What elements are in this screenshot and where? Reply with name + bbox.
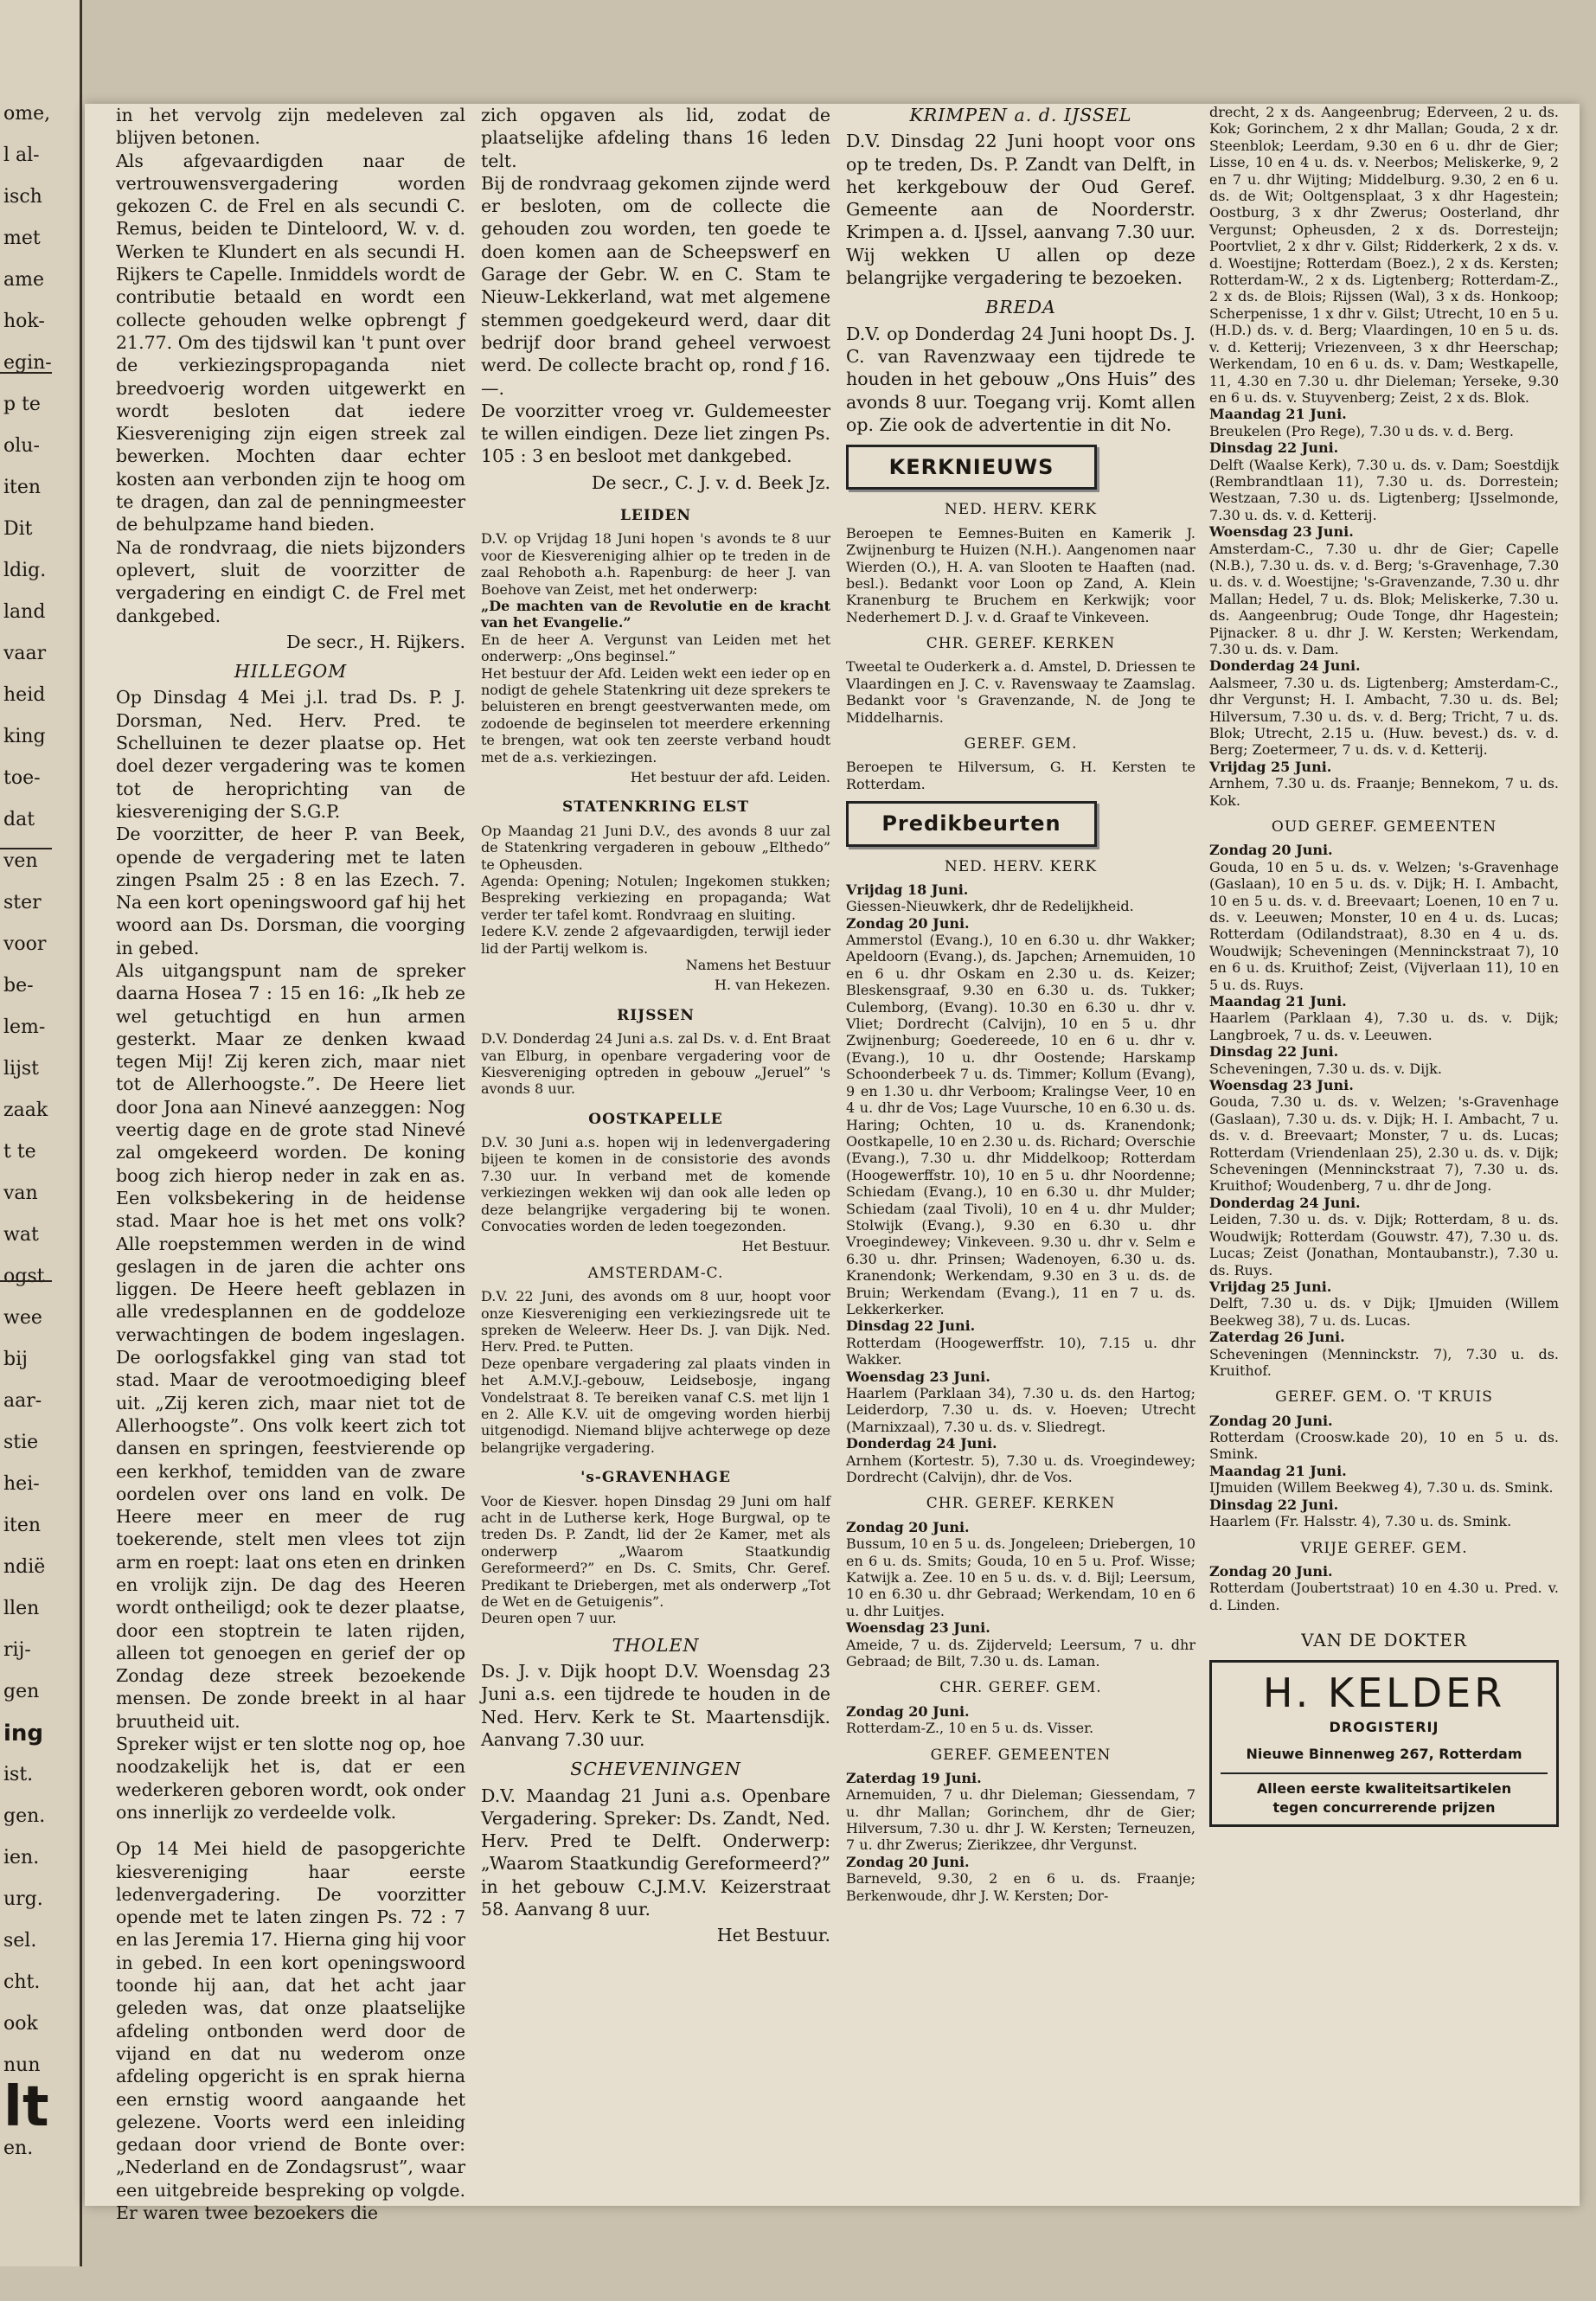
signature: H. van Hekezen. [715,977,830,994]
listing: Delft, 7.30 u. ds. v Dijk; IJmuiden (Willem Beekweg 38), 7 u. ds. Lucas. [1209,1295,1559,1329]
paragraph: zich opgaven als lid, zodat de plaatselijke afdeling thans 16 leden telt. [481,105,830,171]
section-heading: VRIJE GEREF. GEM. [1300,1539,1468,1557]
previous-page-fragment: ome, [3,103,51,125]
day-heading: Zondag 20 Juni. [846,1853,970,1870]
day-heading: Dinsdag 22 Juni. [1209,439,1339,457]
day-heading: Woensdag 23 Juni. [846,1619,990,1637]
previous-page-fragment: lt [3,2075,49,2139]
listing: Scheveningen, 7.30 u. ds. v. Dijk. [1209,1060,1442,1077]
previous-page-fragment: ven [3,850,38,872]
previous-page-fragment: ster [3,892,42,913]
listing: Gouda, 10 en 5 u. ds. v. Welzen; 's-Gravenhage (Gaslaan), 10 en 5 u. ds. v. Dijk; H. I. Ambacht, 10 en 5 u. ds. v. d. Breevaart; Loenen, 10 en 7 u. ds. v. Leeuwen; Monster, 10 en 4 u. ds. Lucas; Rotterdam (Odilandstraat), 8.30 en 4 u. ds. Woudwijk; Scheveningen (Menninckstraat 7), 10 en 6 u. ds. Kruithof; Zeist, (Vijverlaan 11), 10 en 5 u. ds. Ruys. [1209,858,1559,993]
paragraph: Tweetal te Ouderkerk a. d. Amstel, D. Driessen te Vlaardingen en J. C. v. Ravenswaay te Zaamslag. Bedankt voor 's Gravenzande, N. de Jong te Middelharnis. [846,658,1195,726]
paragraph: Iedere K.V. zende 2 afgevaardigden, terwijl ieder lid der Partij welkom is. [481,923,830,957]
section-heading: GEREF. GEM. [964,735,1078,753]
section-heading: CHR. GEREF. KERKEN [926,635,1116,653]
paragraph: Bij de rondvraag gekomen zijnde werd er besloten, om de collecte die gehouden zou worden, ten goede te doen komen aan de Scheepswerf en Garage der Gebr. W. en C. Stam te Nieuw-Lekkerland, wat met algemene stemmen goedgekeurd werd, daar dit bedrijf door brand geheel verwoest werd. De collecte bracht op, rond ƒ 16.—. [481,172,830,399]
listing: Rotterdam (Croosw.kade 20), 10 en 5 u. ds. Smink. [1209,1429,1559,1463]
paragraph: D.V. Dinsdag 22 Juni hoopt voor ons op te treden, Ds. P. Zandt van Delft, in het kerkgebouw der Oud Geref. Gemeente aan de Noorderstr. Krimpen a. d. IJssel, aanvang 7.30 uur. Wij wekken U allen op deze belangrijke vergadering te bezoeken. [846,131,1195,289]
paragraph: Ds. J. v. Dijk hoopt D.V. Woensdag 23 Juni a.s. een tijdrede te houden in de Ned. Herv. Kerk te St. Maartensdijk. Aanvang 7.30 uur. [481,1661,830,1750]
previous-page-fragment: met [3,228,41,249]
advertisement-kelder [1209,1660,1559,1827]
previous-page-fragment: isch [3,186,42,208]
previous-page-fragment: iten [3,477,42,498]
listing: Haarlem (Fr. Halsstr. 4), 7.30 u. ds. Smink. [1209,1513,1512,1530]
listing: drecht, 2 x ds. Aangeenbrug; Ederveen, 2 u. ds. Kok; Gorinchem, 2 x dhr Mallan; Gouda, 2 x dr. Steenblok; Leerdam, 9.30 en 6 u. dhr de Gier; Lisse, 10 en 4 u. ds. v. Neerbos; Meliskerke, 9, 2 en 7 u. dhr Wijting; Middelburg. 9.30, 2 en 6 u. ds. de Wit; Ooltgensplaat, 3 x dhr Hagestein; Oostburg, 3 x dhr Zwerus; Oosterland, dhr Vergunst; Opheusden, 2 x ds. Dorresteijn; Poortvliet, 2 x dhr v. Gilst; Ridderkerk, 2 x ds. v. d. Woestijne; Rotterdam (Boez.), 2 x ds. Kersten; Rotterdam-W., 2 x ds. Ligtenberg; Rotterdam-Z., 2 x ds. de Blois; Rijssen (Wal), 3 x ds. Honkoop; Scherpenisse, 1 x dhr v. Gilst; Utrecht, 10 en 5 u. (H.D.) ds. v. d. Berg; Vlaardingen, 10 en 5 u. ds. v. d. Ketterij; Vriezenveen, 3 x dhr Heerschap; Werkendam, 10 en 6 u. ds. v. Dam; Westkapelle, 11, 4.30 en 7.30 u. dhr Dieleman; Yerseke, 9.30 en 6 u. ds. v. Stuyvenberg; Zeist, 2 x ds. Blok. [1209,104,1559,406]
listing: Rotterdam (Hoogewerffstr. 10), 7.15 u. dhr Wakker. [846,1334,1195,1368]
day-heading: Woensdag 23 Juni. [1209,1077,1354,1094]
previous-page-fragment: ame [3,269,44,291]
previous-page-fragment: ien. [3,1847,40,1868]
previous-page-fragment: en. [3,2138,34,2159]
paragraph: De voorzitter vroeg vr. Guldemeester te willen eindigen. Deze liet zingen Ps. 105 : 3 en besloot met dankgebed. [481,400,830,467]
paragraph: Deuren open 7 uur. [481,1610,617,1627]
previous-page-rule [0,1280,52,1282]
day-heading: Zondag 20 Juni. [1209,1562,1333,1580]
section-heading: 's-GRAVENHAGE [580,1469,731,1487]
previous-page-fragment: urg. [3,1888,43,1910]
previous-page-fragment: lem- [3,1016,46,1038]
paragraph: Agenda: Opening; Notulen; Ingekomen stukken; Bespreking verkiezing en propaganda; Wat verder ter tafel komt. Rondvraag en sluiting. [481,872,830,923]
listing: Gouda, 7.30 u. ds. v. Welzen; 's-Gravenhage (Gaslaan), 7.30 u. ds. v. Dijk; H. I. Ambacht, 7 u. ds. v. d. Breevaart; Monster, 7 u. ds. Lucas; Rotterdam (Vriendenlaan 25), 2.30 u. ds. v. Dijk; Scheveningen (Menninckstraat 7), 7.30 u. ds. Kruithof; Woudenberg, 7 u. dhr de Jong. [1209,1093,1559,1195]
day-heading: Woensdag 23 Juni. [846,1368,990,1385]
previous-page-fragment: gen. [3,1805,46,1827]
listing: Arnemuiden, 7 u. dhr Dieleman; Giessendam, 7 u. dhr Mallan; Gorinchem, dhr de Gier; Hilversum, 7.30 u. dhr J. W. Kersten; Terneuzen, 7 u. dhr Zwerus; Zierikzee, dhr Vergunst. [846,1786,1195,1854]
day-heading: Vrijdag 18 Juni. [846,881,969,898]
paragraph: Deze openbare vergadering zal plaats vinden in het A.M.V.J.-gebouw, Leidsebosje, ingang Vondelstraat 8. Te bereiken vanaf C.S. met lijn 1 en 2. Alle K.V. uit de omgeving worden hierbij uitgenodigd. Niemand blijve achterwege op deze belangrijke vergadering. [481,1355,830,1456]
day-heading: Dinsdag 22 Juni. [846,1317,976,1335]
signature: De secr., H. Rijkers. [286,631,465,652]
ad-slogan-line: tegen concurrerende prijzen [1272,1798,1496,1816]
listing: Haarlem (Parklaan 34), 7.30 u. ds. den Hartog; Leiderdorp, 7.30 u. ds. v. Hoeven; Utrecht (Marnixzaal), 7.30 u. ds. v. Sliedregt. [846,1385,1195,1435]
previous-page-fragment: ogst [3,1266,45,1287]
section-heading: GEREF. GEMEENTEN [930,1746,1112,1764]
previous-page-fragment: heid [3,684,46,706]
paragraph: Op Maandag 21 Juni D.V., des avonds 8 uur zal de Statenkring vergaderen in gebouw „Elthedo” te Opheusden. [481,822,830,873]
day-heading: Donderdag 24 Juni. [1209,657,1361,675]
listing: Aalsmeer, 7.30 u. ds. Ligtenberg; Amsterdam-C., dhr Vergunst; H. I. Ambacht, 7.30 u. ds. Bel; Hilversum, 7.30 u. ds. v. d. Berg; Tricht, 7 u. ds. Blok; Utrecht, 2.15 u. (Huw. bevest.) ds. v. d. Berg; Zoetermeer, 7 u. ds. v. d. Ketterij. [1209,674,1559,759]
paragraph: Op 14 Mei hield de pasopgerichte kiesvereniging haar eerste ledenvergadering. De voorzitter opende met te laten zingen Ps. 72 : 7 en las Jeremia 17. Hierna ging hij voor in gebed. In een kort openingswoord toonde hij aan, dat het acht jaar geleden was, dat onze plaatselijke afdeling ontbonden werd door de vijand en dat nu wederom onze afdeling opgericht is en sprak hierna een ernstig woord aangaande het gelezene. Voorts werd een inleiding gedaan door vriend de Bonte over: „Nederland en de Zondagsrust”, waar een uitgebreide bespreking op volgde. Er waren twee bezoekers die [116,1838,465,2224]
previous-page-fragment: bij [3,1349,28,1370]
previous-page-fragment: voor [3,933,47,955]
signature: Het Bestuur. [741,1238,830,1255]
day-heading: Vrijdag 25 Juni. [1209,758,1332,775]
paragraph: De voorzitter, de heer P. van Beek, opende de vergadering met te laten zingen Psalm 25 : 8 en las Ezech. 7. Na een kort openingswoord gaf hij het woord aan Ds. Dorsman, die voorging in gebed. [116,824,465,958]
previous-page-fragment: wat [3,1224,39,1246]
previous-page-fragment: hok- [3,311,45,332]
previous-page-fragment: t te [3,1141,36,1163]
section-heading: RIJSSEN [617,1006,695,1024]
paragraph: D.V. op Donderdag 24 Juni hoopt Ds. J. C. van Ravenzwaay een tijdrede te houden in het gebouw „Ons Huis” des avonds 8 uur. Toegang vrij. Komt allen op. Zie ook de advertentie in dit No. [846,323,1195,435]
signature: Het Bestuur. [716,1925,830,1946]
section-heading: AMSTERDAM-C. [587,1264,724,1282]
ad-slogan-line: Alleen eerste kwaliteitsartikelen [1256,1779,1512,1797]
listing: Amsterdam-C., 7.30 u. dhr de Gier; Capelle (N.B.), 7.30 u. ds. v. d. Berg; 's-Gravenhage, 7.30 u. ds. v. d. Woestijne; 's-Gravenzande, 7.30 u. dhr Mallan; Hedel, 7 u. ds. Blok; Meliskerke, 7.30 u. ds. Aangeenbrug; Oude Tonge, dhr Hagestein; Pijnacker. 8 u. dhr J. W. Kersten; Werkendam, 7.30 u. ds. v. Dam. [1209,540,1559,657]
section-heading: VAN DE DOKTER [1301,1630,1467,1651]
day-heading: Maandag 21 Juni. [1209,406,1347,423]
day-heading: Dinsdag 22 Juni. [1209,1043,1339,1061]
previous-page-fragment: dat [3,809,35,830]
previous-page-fragment: wee [3,1307,42,1329]
day-heading: Donderdag 24 Juni. [846,1435,997,1452]
listing: Arnhem (Kortestr. 5), 7.30 u. ds. Vroegindewey; Dordrecht (Calvijn), dhr. de Vos. [846,1452,1195,1486]
section-heading: CHR. GEREF. GEM. [939,1679,1102,1697]
predikbeurten-box: Predikbeurten [846,801,1097,846]
paragraph: D.V. 22 Juni, des avonds om 8 uur, hoopt voor onze Kiesvereniging een verkiezingsrede uit te spreken de Weleerw. Heer Ds. J. van Dijk. Ned. Herv. Pred. te Putten. [481,1288,830,1356]
day-heading: Maandag 21 Juni. [1209,1462,1347,1479]
paragraph: Beroepen te Hilversum, G. H. Kersten te Rotterdam. [846,759,1195,792]
listing: Haarlem (Parklaan 4), 7.30 u. ds. v. Dijk; Langbroek, 7 u. ds. v. Leeuwen. [1209,1009,1559,1043]
previous-page-fragment: zaak [3,1099,48,1121]
paragraph: in het vervolg zijn medeleven zal blijven betonen. [116,105,465,149]
listing: Bussum, 10 en 5 u. ds. Jongeleen; Driebergen, 10 en 6 u. ds. Smits; Gouda, 10 en 5 u. Prof. Wisse; Katwijk a. Zee. 10 en 5 u. ds. v. d. Bijl; Leersum, 10 en 6.30 u. dhr Gebraad; Werkendam, 10 en 6 u. dhr Luitjes. [846,1535,1195,1619]
ad-slogan [1221,1772,1548,1817]
section-heading: SCHEVENINGEN [570,1759,741,1780]
listing: Barneveld, 9.30, 2 en 6 u. ds. Fraanje; Berkenwoude, dhr J. W. Kersten; Dor- [846,1870,1195,1904]
section-heading: THOLEN [612,1634,700,1656]
section-heading: LEIDEN [619,507,692,525]
day-heading: Zondag 20 Juni. [846,1518,970,1535]
day-heading: Zaterdag 19 Juni. [846,1769,982,1786]
previous-page-fragment: ook [3,2013,38,2035]
paragraph: Voor de Kiesver. hopen Dinsdag 29 Juni om half acht in de Lutherse kerk, Hoge Burgwal, op te treden Ds. P. Zandt, lid der 2e Kamer, met als onderwerp „Waarom Staatkundig Gereformeerd?” en Ds. C. Smits, Chr. Geref. Predikant te Driebergen, met als onderwerp „Tot de Wet en de Getuigenis”. [481,1492,830,1610]
previous-page-fragment: nun [3,2054,41,2076]
paragraph: D.V. op Vrijdag 18 Juni hopen 's avonds te 8 uur voor de Kiesvereniging alhier op te treden in de zaal Rehoboth a.h. Rapenburg: de heer J. van Boehove van Zeist, met het onderwerp: [481,530,830,598]
paragraph: „De machten van de Revolutie en de kracht van het Evangelie.” [481,597,830,631]
day-heading: Zondag 20 Juni. [1209,842,1333,859]
paragraph: Op Dinsdag 4 Mei j.l. trad Ds. P. J. Dorsman, Ned. Herv. Pred. te Schelluinen te dezer plaatse op. Het doel dezer vergadering was te komen tot de heroprichting van de kiesvereniging der S.G.P. [116,687,465,822]
previous-page-fragment: Dit [3,518,33,540]
signature: Namens het Bestuur [685,956,830,973]
previous-page-fragment: lijst [3,1058,40,1080]
listing: Breukelen (Pro Rege), 7.30 u ds. v. d. Berg. [1209,422,1514,439]
column-1 [116,104,465,2224]
paragraph: Als uitgangspunt nam de spreker daarna Hosea 7 : 15 en 16: „Ik heb ze wel getuchtigd en hun armen gesterkt. Maar ze denken kwaad tegen Mij! Zij keren zich, maar niet tot de Allerhoogste.”. De Heere liet door Jona aan Ninevé aanzeggen: Nog veertig dage en de grote stad Ninevé zal omgekeerd worden. De koning boog zich hierop neder in zak en as. Een volksbekering in de heidense stad. Maar hoe is het met ons volk? Alle roepstemmen werden in de wind geslagen in de jaren die achter ons liggen. De Heere heeft geblazen in alle vredesplannen en de goddeloze verwachtingen de bodem ingeslagen. De oorlogsfakkel ging van stad tot stad. Maar de verootmoediging bleef uit. „Zij keren zich, maar niet tot de Allerhoogste”. Ons volk keert zich tot dansen en springen, feestvierende op een kerkhof, temidden van de zware oordelen over ons land en volk. De Heere meer en meer de rug toekerende, stelt men vlees tot zijn arm en roept: laat ons eten en drinken en vrolijk zijn. De dag des Heeren wordt ontheiligd; ook te dezer plaatse, door een stoptrein te laten rijden, alleen tot genoegen en gerief der op Zondag deze streek bezoekende mensen. De zonde breekt in al haar bruutheid uit. [116,959,465,1732]
kerknieuws-box: KERKNIEUWS [846,445,1097,490]
section-heading: NED. HERV. KERK [944,501,1098,519]
previous-page-fragment: ldig. [3,560,47,581]
paragraph: En de heer A. Vergunst van Leiden met het onderwerp: „Ons beginsel.” [481,631,830,665]
day-heading: Zaterdag 26 Juni. [1209,1329,1345,1346]
section-heading: CHR. GEREF. KERKEN [926,1495,1116,1513]
previous-page-rule [0,848,52,849]
previous-page-fragment: gen [3,1681,40,1702]
listing: Ameide, 7 u. ds. Zijderveld; Leersum, 7 u. dhr Gebraad; de Bilt, 7.30 u. ds. Laman. [846,1636,1195,1670]
listing: Rotterdam-Z., 10 en 5 u. ds. Visser. [846,1720,1094,1737]
day-heading: Donderdag 24 Juni. [1209,1194,1361,1211]
previous-page-fragment: be- [3,975,34,997]
day-heading: Zondag 20 Juni. [846,914,970,932]
listing: Arnhem, 7.30 u. ds. Fraanje; Bennekom, 7 u. ds. Kok. [1209,775,1559,809]
day-heading: Vrijdag 25 Juni. [1209,1278,1332,1295]
ad-address: Nieuwe Binnenweg 267, Rotterdam [1246,1745,1522,1762]
previous-page-fragment: olu- [3,435,40,457]
day-heading: Maandag 21 Juni. [1209,993,1347,1010]
paragraph: Spreker wijst er ten slotte nog op, hoe noodzakelijk het is, dat er een wederkeren geboren wordt, ook onder ons innerlijk zo verdeelde volk. [116,1734,465,1823]
previous-page-fragment: king [3,726,46,747]
column-3 [846,104,1195,1904]
previous-page-fragment: van [3,1183,38,1204]
previous-page-fragment: stie [3,1432,39,1453]
section-heading: GEREF. GEM. O. 'T KRUIS [1275,1388,1493,1407]
previous-page-fragment: llen [3,1598,40,1619]
day-heading: Zondag 20 Juni. [846,1702,970,1720]
ad-name: H. KELDER [1262,1670,1506,1717]
section-heading: BREDA [985,297,1056,318]
listing: Rotterdam (Joubertstraat) 10 en 4.30 u. Pred. v. d. Linden. [1209,1580,1559,1613]
paragraph: Na de rondvraag, die niets bijzonders oplevert, sluit de voorzitter de vergadering en eindigt C. de Frel met dankgebed. [116,536,465,626]
previous-page-fragment: egin- [3,352,52,374]
previous-page-fragment: rij- [3,1639,31,1661]
previous-page-fragment: vaar [3,643,47,664]
previous-page-fragment: sel. [3,1930,37,1952]
previous-page-fragment: ndië [3,1556,46,1578]
previous-page-fragment: p te [3,394,41,415]
previous-page-fragment: cht. [3,1971,41,1993]
listing: Delft (Waalse Kerk), 7.30 u. ds. v. Dam; Soestdijk (Rembrandtlaan 11), 7.30 u. ds. Dorrestein; Westzaan, 7.30 u. ds. Ligtenberg; IJsselmonde, 7.30 u. ds. v. d. Ketterij. [1209,456,1559,523]
section-heading: OOSTKAPELLE [588,1110,723,1128]
paragraph: D.V. 30 Juni a.s. hopen wij in ledenvergadering bijeen te komen in de consistorie des avonds 7.30 uur. In verband met de komende verkiezingen wekken wij dan ook alle leden op deze belangrijke vergadering bij te wonen. Convocaties worden de leden toegezonden. [481,1134,830,1235]
listing: Scheveningen (Menninckstr. 7), 7.30 u. ds. Kruithof. [1209,1345,1559,1379]
previous-page-fragment: iten [3,1515,42,1536]
column-2 [481,104,830,1952]
previous-page-fragment: hei- [3,1473,40,1495]
paragraph: Als afgevaardigden naar de vertrouwensvergadering worden gekozen C. de Frel en als secundi C. Remus, beiden te Dinteloord, W. v. d. Werken te Klundert en als secundi H. Rijkers te Capelle. Inmiddels wordt de contributie betaald en wordt een collecte gehouden welke opbrengt ƒ 21.77. Om des tijdswil kan 't punt over de verkiezingspropaganda niet breedvoerig worden uitgewerkt en wordt besloten dat iedere Kiesvereniging zijn eigen streek zal bewerken. Mochten daar echter kosten aan verbonden zijn te hoog om te dragen, dan zal de penningmeester de behulpzame hand bieden. [116,150,465,535]
previous-page-fragment: land [3,601,46,623]
ad-subtitle: DROGISTERIJ [1329,1719,1439,1736]
section-heading: HILLEGOM [234,661,348,683]
previous-page-fragment: aar- [3,1390,42,1412]
paragraph: D.V. Donderdag 24 Juni a.s. zal Ds. v. d. Ent Braat van Elburg, in openbare vergadering voor de Kiesvereniging optreden in gebouw „Jeruel” 's avonds 8 uur. [481,1030,830,1098]
paragraph: Het bestuur der Afd. Leiden wekt een ieder op en nodigt de gehele Statenkring uit deze sprekers te beluisteren en brengt geestverwanten mede, om zodoende de beginselen tot meerdere erkenning te brengen, wat ook ten zeerste verband houdt met de a.s. verkiezingen. [481,664,830,766]
listing: Giessen-Nieuwkerk, dhr de Redelijkheid. [846,898,1134,915]
day-heading: Dinsdag 22 Juni. [1209,1496,1339,1513]
previous-page-fragment: toe- [3,767,41,789]
section-heading: KRIMPEN a. d. IJSSEL [909,105,1132,125]
section-heading: OUD GEREF. GEMEENTEN [1271,818,1497,836]
day-heading: Woensdag 23 Juni. [1209,523,1354,541]
signature: Het bestuur der afd. Leiden. [630,769,830,786]
day-heading: Zondag 20 Juni. [1209,1412,1333,1429]
previous-page-rule [0,372,52,374]
previous-page-fragment: ist. [3,1764,34,1785]
paragraph: Beroepen te Eemnes-Buiten en Kamerik J. Zwijnenburg te Huizen (N.H.). Aangenomen naar Wierden (O.), H. A. van Slooten te Haaften (nad. besl.). Bedankt voor Loon op Zand, A. Klein Kranenburg te Bruchem en Kerkwijk; voor Nederhemert D. J. v. d. Graaf te Vinkeveen. [846,524,1195,625]
listing: IJmuiden (Willem Beekweg 4), 7.30 u. ds. Smink. [1209,1479,1554,1497]
previous-page-fragment: ing [3,1721,44,1747]
listing: Ammerstol (Evang.), 10 en 6.30 u. dhr Wakker; Apeldoorn (Evang.), ds. Japchen; Arnemuiden, 10 en 6 u. dhr Oskam en 2.30 u. ds. Keizer; Bleskensgraaf, 9.30 en 6.30 u. ds. Tukker; Culemborg, (Evang). 10.30 en 6.30 u. dhr v. Vliet; Dordrecht (Calvijn), 10 en 5 u. dhr Zwijnenburg; Goedereede, 10 en 6 u. dhr v. (Evang.), 10 u. dhr Oostende; Harskamp Schoonderbeek 7 u. ds. Timmer; Kollum (Evang), 9 en 1.30 u. dhr Verboom; Kralingse Veer, 10 en 4 u. dhr de Vos; Lage Vuursche, 10 en 6.30 u. ds. Haring; Ochten, 10 u. ds. Kranendonk; Oostkapelle, 10 en 2.30 u. ds. Richard; Overschie (Evang.), 7.30 u. dhr Middelkoop; Rotterdam (Hoogewerffstr. 10), 10 en 5 u. dhr Noordenne; Schiedam (Evang.), 10 en 6.30 u. dhr Mulder; Schiedam (zaal Tivoli), 10 en 4 u. dhr Mulder; Stolwijk (Evang.), 9.30 en 6.30 u. dhr Vroegindewey; Vinkeveen. 9.30 u. dhr v. Selm e 6.30 u. dhr. Prinsen; Wadenoyen, 6.30 u. ds. Kranendonk; Werkendam, 9.30 en 3 u. ds. de Bruin; Werkendam (Evang.), 11 en 7 u. ds. Lekkerkerker. [846,932,1195,1317]
previous-page-edge [0,0,82,2266]
section-heading: STATENKRING ELST [561,798,750,817]
previous-page-fragment: l al- [3,144,40,166]
section-heading: NED. HERV. KERK [944,857,1098,875]
listing: Leiden, 7.30 u. ds. v. Dijk; Rotterdam, 8 u. ds. Woudwijk; Rotterdam (Gouwstr. 47), 7.30 u. ds. Lucas; Zeist (Jonathan, Montaubanstr.), 7.30 u. ds. Ruys. [1209,1211,1559,1279]
column-4 [1209,104,1559,1827]
signature: De secr., C. J. v. d. Beek Jz. [591,471,830,493]
newspaper-page [85,104,1580,2224]
paragraph: D.V. Maandag 21 Juni a.s. Openbare Vergadering. Spreker: Ds. Zandt, Ned. Herv. Pred te Delft. Onderwerp: „Waarom Staatkundig Gereformeerd?” in het gebouw C.J.M.V. Keizerstraat 58. Aanvang 8 uur. [481,1785,830,1920]
